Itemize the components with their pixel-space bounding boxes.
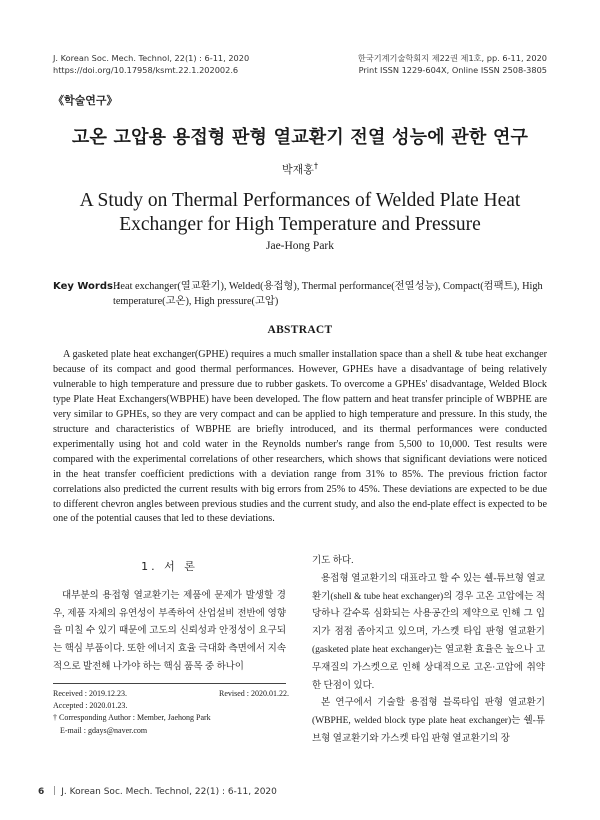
journal-citation-korean: 한국기계기술학회지 제22권 제1호, pp. 6-11, 2020: [357, 53, 547, 63]
right-column: [312, 553, 545, 749]
author-email[interactable]: E-mail : gdays@naver.com: [60, 725, 148, 735]
accepted-date: Accepted : 2020.01.23.: [53, 701, 128, 711]
abstract-text: A gasketed plate heat exchanger(GPHE) requires a much smaller installation space than a shell & tube heat exchanger because of its compact and good thermal performances. However, GPHEs have a disadvantage of being relatively vulnerable to high temperature and pressure due to rubber gaskets. To overcome a GPHEs' disadvantage, Welded Block type Plate Heat Exchangers(WBPHE) have been developed. The flow pattern and heat transfer principle of WBPHE are very similar to GPHEs, so they are very compact and can be applied to high temperature and pressure. In this study, the structure and characteristics of WBPHE are briefly introduced, and its thermal performances were conducted experimentally using hot and cold water in the Reynolds number's range from 5,500 to 10,000. Test results were compared with the experimental correlations of other researchers, which shows that significant deviations were noticed in the heat transfer coefficient predictions with a deviation range from 31% to 85%. The previous friction factor correlations also predicted the current results with big errors from 25% to 45%. These deviations are expected to be due to different chevron angles between previous studies and the current study, and also the end-plate effect is expected to be one of the potential causes that led to these deviations.: [53, 349, 547, 525]
abstract-body: [53, 348, 547, 527]
left-column: [53, 558, 286, 677]
paper-title-english: A Study on Thermal Performances of Welded Plate Heat Exchanger for High Temperature and Pressure: [79, 190, 521, 235]
footnote-block: [53, 688, 289, 737]
section-heading-introduction: 1. 서 론: [141, 560, 198, 573]
intro-paragraph-1-continued: 기도 하다.: [312, 556, 354, 566]
abstract-heading: ABSTRACT: [267, 324, 333, 336]
footer-separator: [54, 786, 55, 795]
header-right: [358, 52, 547, 76]
header-left: [53, 52, 249, 76]
revised-date: Revised : 2020.01.22.: [219, 689, 289, 698]
corresponding-author-mark: †: [313, 161, 318, 171]
page-footer: [38, 786, 277, 797]
footer-journal: J. Korean Soc. Mech. Technol, 22(1) : 6-11, 2020: [61, 787, 277, 797]
author-korean-name: 박재홍: [282, 163, 314, 176]
corresponding-author: † Corresponding Author : Member, Jaehong Park: [53, 713, 211, 723]
footnote-divider: [53, 683, 286, 684]
keywords-block: [53, 279, 547, 309]
article-category: 《학술연구》: [53, 94, 118, 107]
received-date: Received : 2019.12.23.: [53, 689, 127, 698]
intro-paragraph-3: 본 연구에서 기술할 용접형 블록타입 판형 열교환기(WBPHE, welded block type plate heat exchanger)는 쉘-튜브형 열교환기와 가스켓 타입 판형 열교환기의 장: [312, 698, 545, 744]
journal-citation: J. Korean Soc. Mech. Technol, 22(1) : 6-11, 2020: [53, 53, 250, 63]
doi-link[interactable]: https://doi.org/10.17958/ksmt.22.1.202002.6: [53, 65, 239, 75]
author-korean: [0, 161, 600, 177]
keywords-label: Key Words :: [53, 281, 121, 292]
author-english: Jae-Hong Park: [265, 240, 335, 252]
page-number: 6: [38, 787, 45, 797]
intro-paragraph-1: 대부분의 용접형 열교환기는 제품에 문제가 발생할 경우, 제품 자체의 유연성이 부족하여 산업설비 전반에 영향을 미칠 수 있기 때문에 고도의 신뢰성과 안정성이 요구되는 핵심 부품이다. 또한 에너지 효율 극대화 측면에서 지속적으로 발전해 나가야 하는 핵심 품목 중 하나이: [53, 590, 286, 672]
issn-line: Print ISSN 1229-604X, Online ISSN 2508-3805: [358, 65, 547, 75]
footnote-dates: [53, 688, 289, 700]
keywords-text: Heat exchanger(열교환기), Welded(용접형), Thermal performance(전열성능), Compact(컴팩트), High temperature(고온), High pressure(고압): [113, 281, 543, 307]
paper-title-korean: 고온 고압용 용접형 판형 열교환기 전열 성능에 관한 연구: [71, 127, 529, 148]
intro-paragraph-2: 용접형 열교환기의 대표라고 할 수 있는 쉘-튜브형 열교환기(shell & tube heat exchanger)의 경우 고온 고압에는 적당하나 갈수록 심화되는 사용공간의 제약으로 인해 그 입지가 점점 좁아지고 있으며, 가스켓 타입 판형 열교환기(gasketed plate heat exchanger)는 열교환 효율은 높으나 고무재질의 가스켓으로 인해 상대적으로 고온·고압에 취약한 단점이 있다.: [312, 573, 545, 691]
